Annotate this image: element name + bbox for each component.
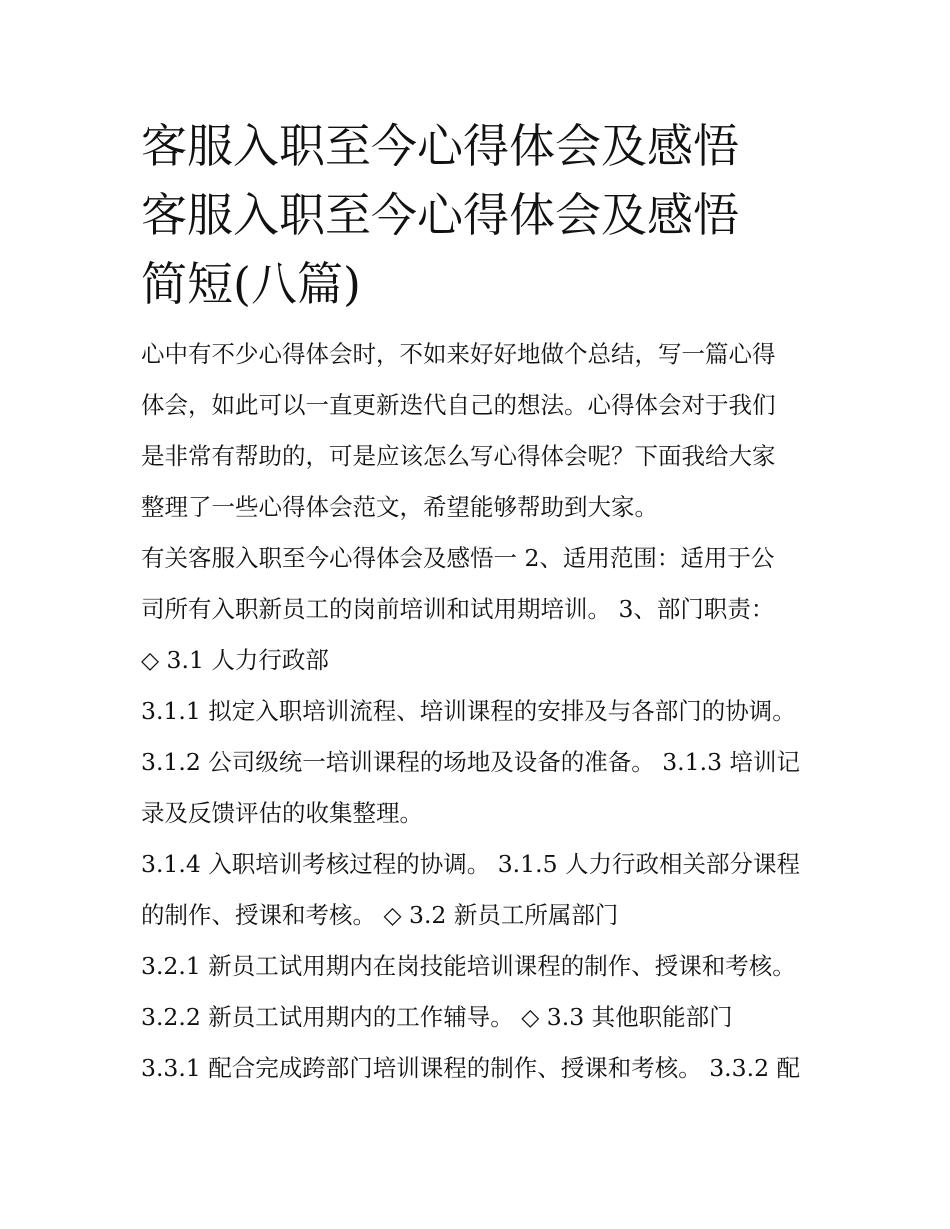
body-line: 3.2.1 新员工试用期内在岗技能培训课程的制作、授课和考核。 [141, 952, 796, 980]
body-line: 司所有入职新员工的岗前培训和试用期培训。 3、部门职责： [141, 595, 775, 623]
body-line: 整理了一些心得体会范文，希望能够帮助到大家。 [141, 493, 658, 521]
body-line: 录及反馈评估的收集整理。 [141, 799, 423, 827]
body-line: 的制作、授课和考核。 ◇ 3.2 新员工所属部门 [141, 901, 619, 929]
document-content [141, 112, 821, 1094]
body-line: 3.1.1 拟定入职培训流程、培训课程的安排及与各部门的协调。 [141, 697, 796, 725]
title-line-3: 简短(八篇) [141, 257, 361, 311]
body-line: 3.3.1 配合完成跨部门培训课程的制作、授课和考核。 3.3.2 配 [141, 1054, 800, 1082]
document-title [141, 112, 821, 319]
body-line: 是非常有帮助的，可是应该怎么写心得体会呢？下面我给大家 [141, 442, 776, 470]
body-line: ◇ 3.1 人力行政部 [141, 646, 329, 674]
body-line: 3.1.4 入职培训考核过程的协调。 3.1.5 人力行政相关部分课程 [141, 850, 800, 878]
body-line: 3.2.2 新员工试用期内的工作辅导。 ◇ 3.3 其他职能部门 [141, 1003, 733, 1031]
body-line: 3.1.2 公司级统一培训课程的场地及设备的准备。 3.1.3 培训记 [141, 748, 800, 776]
title-line-1: 客服入职至今心得体会及感悟 [141, 119, 739, 173]
body-line: 体会，如此可以一直更新迭代自己的想法。心得体会对于我们 [141, 391, 776, 419]
title-line-2: 客服入职至今心得体会及感悟 [141, 188, 739, 242]
body-line: 有关客服入职至今心得体会及感悟一 2、适用范围：适用于公 [141, 544, 775, 572]
body-line: 心中有不少心得体会时，不如来好好地做个总结，写一篇心得 [141, 340, 776, 368]
body-text [141, 329, 821, 1094]
